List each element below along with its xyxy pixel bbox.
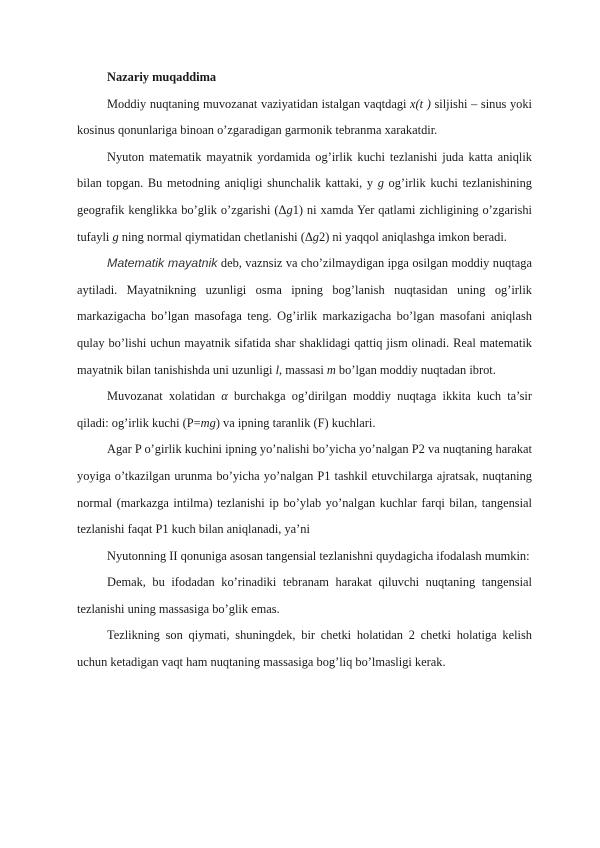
document-body	[77, 64, 532, 676]
g-symbol: g	[312, 229, 319, 244]
p3-text-c: bo’lgan moddiy nuqtadan ibrot.	[335, 362, 496, 377]
length-symbol: l	[275, 362, 280, 377]
p2-text-d: ning normal qiymatidan chetlanishi (Δ	[118, 229, 313, 244]
p2-text-a: Nyuton matematik mayatnik yordamida og’irlik kuchi tezlanishi juda katta aniqlik bilan topgan. Bu metodning aniqligi shunchalik kattaki, y	[77, 149, 532, 191]
paragraph-2	[77, 144, 532, 250]
paragraph-6: Nyutonning II qonuniga asosan tangensial tezlanishni quydagicha ifodalash mumkin:	[107, 548, 530, 563]
p4-text-b: burchakga og’dirilgan moddiy nuqtaga ikkita kuch ta’sir qiladi: og’irlik kuchi (P=	[77, 389, 532, 430]
paragraph-3	[77, 250, 532, 383]
g-symbol: g	[377, 176, 384, 191]
mg-symbol: mg	[200, 415, 216, 430]
term-matematik-mayatnik: Matematik mayatnik	[107, 256, 218, 271]
p2-text-c: 1) ni xamda Yer qatlami zichligining o’zgarishi tufayli	[77, 202, 532, 244]
p2-text-e: 2) ni yaqqol aniqlashga imkon beradi.	[319, 229, 507, 244]
alpha-symbol: α	[221, 389, 228, 404]
p3-text-b: , massasi	[279, 362, 327, 377]
p2-text-b: og’irlik kuchi tezlanishining geografik kenglikka bo’glik o’zgarishi (Δ	[77, 176, 532, 217]
p4-text-c: ) va ipning taranlik (F) kuchlari.	[215, 415, 376, 430]
paragraph-4	[77, 383, 532, 436]
paragraph-8: Tezlikning son qiymati, shuningdek, bir chetki holatidan 2 chetki holatiga kelish uchun ketadigan vaqt ham nuqtaning massasiga bog’liq bo’lmasligi kerak.	[77, 628, 532, 670]
section-heading: Nazariy muqaddima	[107, 70, 217, 84]
displacement-symbol: x(t )	[410, 96, 431, 111]
paragraph-1	[77, 91, 532, 144]
p4-text-a: Muvozanat xolatidan	[107, 389, 222, 404]
g-symbol: g	[286, 202, 293, 217]
paragraph-5: Agar P o’girlik kuchini ipning yo’nalishi bo’yicha yo’nalgan P2 va nuqtaning harakat yoyiga o’tkazilgan urunma bo’yicha yo’nalgan P1 tashkil etuvchilarga ajratsak, nuqtaning normal (markazga intilma) tezlanishi ip bo’ylab yo’nalgan kuchlar farqi bilan, tangensial tezlanishi faqat P1 kuch bilan aniqlanadi, ya’ni	[77, 442, 532, 537]
p3-text-a: deb, vaznsiz va cho’zilmaydigan ipga osilgan moddiy nuqtaga aytiladi. Mayatnikning uzunligi osma ipning bog’lanish nuqtasidan uning og’irlik markazigacha bo’lgan masofaga teng. Og’irlik markazigacha bo’lgan masofani aniqlash qulay bo’lishi uchun mayatnik sifatida shar shaklidagi qattiq jism olinadi. Real matematik mayatnik bilan tanishishda uni uzunligi	[77, 256, 532, 377]
mass-symbol: m	[326, 362, 336, 377]
g-symbol: g	[112, 229, 119, 244]
p1-text-b: siljishi – sinus yoki kosinus qonunlariga binoan o’zgaradigan garmonik tebranma xarakatdir.	[77, 96, 532, 138]
p1-text-a: Moddiy nuqtaning muvozanat vaziyatidan istalgan vaqtdagi	[107, 96, 411, 111]
paragraph-7: Demak, bu ifodadan ko’rinadiki tebranam harakat qiluvchi nuqtaning tangensial tezlanishi uning massasiga bo’glik emas.	[77, 575, 532, 616]
